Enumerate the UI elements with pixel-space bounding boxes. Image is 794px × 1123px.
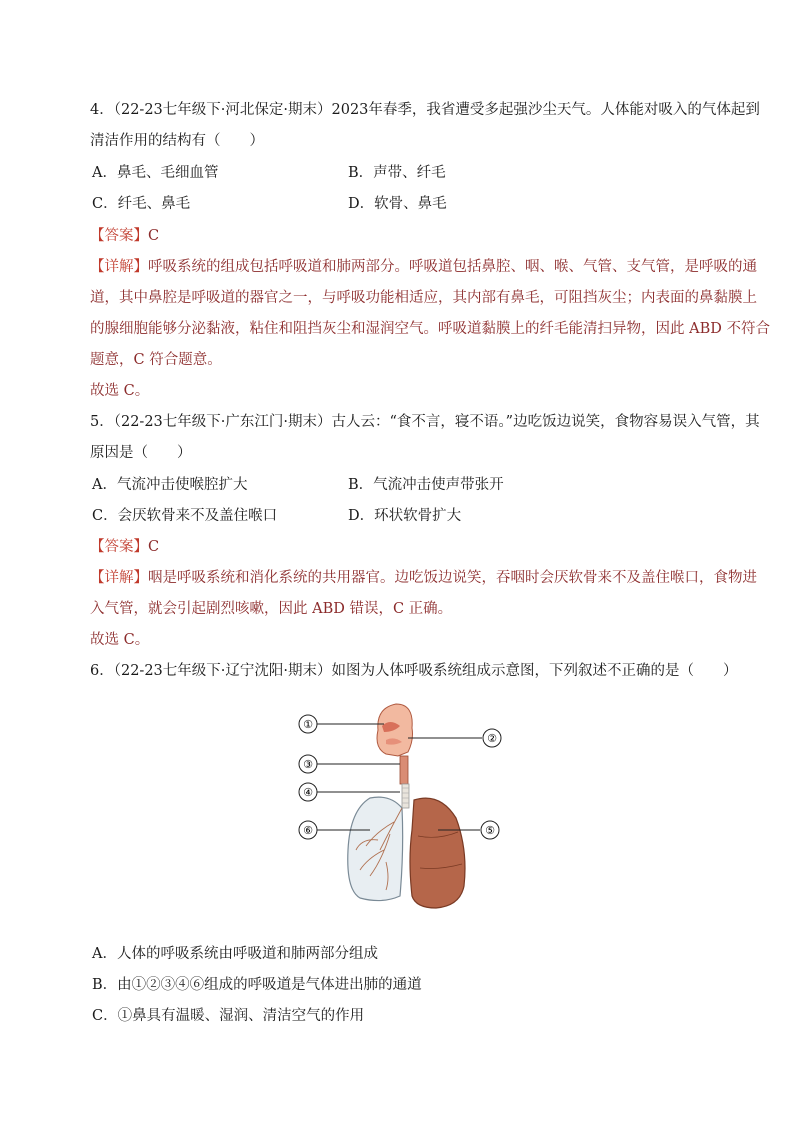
option-b-prefix: B．由 — [92, 977, 132, 993]
answer-label: 【答案】 — [90, 539, 148, 555]
figure-label-2-text: ② — [487, 732, 497, 745]
q6-option-a: A．人体的呼吸系统由呼吸道和肺两部分组成 — [92, 946, 378, 962]
answer-label: 【答案】 — [90, 228, 148, 244]
figure-label-3-text: ③ — [303, 758, 313, 771]
q5-option-a: A．气流冲击使喉腔扩大 — [92, 477, 248, 493]
q6-option-c — [92, 1006, 364, 1026]
q6-option-b — [92, 975, 422, 995]
right-lung-illustration — [410, 798, 465, 908]
option-b-num-3: ③ — [160, 977, 176, 993]
figure-label-6 — [299, 821, 317, 839]
head-illustration — [377, 704, 413, 756]
figure-label-2 — [483, 729, 501, 747]
option-b-num-4: ④ — [175, 977, 190, 993]
q4-conclusion: 故选 C。 — [90, 383, 150, 399]
q5-option-d: D．环状软骨扩大 — [348, 508, 462, 524]
q6-stem: 6．（22-23七年级下·辽宁沈阳·期末）如图为人体呼吸系统组成示意图，下列叙述不正确的是（ ） — [90, 663, 738, 679]
q4-option-d: D．软骨、鼻毛 — [348, 196, 447, 212]
q4-detail-line3: 的腺细胞能够分泌黏液，粘住和阻挡灰尘和湿润空气。呼吸道黏膜上的纤毛能清扫异物，因此 ABD 不符合 — [90, 321, 770, 337]
option-c-prefix: C． — [92, 1008, 118, 1024]
figure-label-5-text: ⑤ — [485, 824, 495, 837]
q5-option-b: B．气流冲击使声带张开 — [348, 477, 504, 493]
q4-detail-line2: 道，其中鼻腔是呼吸道的器官之一，与呼吸功能相适应，其内部有鼻毛，可阻挡灰尘；内表面的鼻黏膜上 — [90, 290, 757, 306]
q4-detail-line1 — [90, 257, 757, 277]
option-c-suffix: 鼻具有温暖、湿润、清洁空气的作用 — [132, 1008, 365, 1024]
q4-detail-line4: 题意，C 符合题意。 — [90, 352, 222, 368]
answer-value: C — [148, 539, 160, 555]
figure-label-1 — [299, 715, 317, 733]
detail-text: 咽是呼吸系统和消化系统的共用器官。边吃饭边说笑，吞咽时会厌软骨来不及盖住喉口，食物进 — [148, 570, 757, 586]
q5-stem-line2: 原因是（ ） — [90, 445, 192, 461]
detail-label: 【详解】 — [90, 570, 148, 586]
figure-label-3 — [299, 755, 317, 773]
figure-label-1-text: ① — [303, 718, 313, 731]
figure-label-4 — [299, 783, 317, 801]
option-c-num-1: ① — [117, 1008, 133, 1024]
figure-label-5 — [481, 821, 499, 839]
answer-value: C — [148, 228, 160, 244]
q4-option-c: C．纤毛、鼻毛 — [92, 196, 191, 212]
figure-label-4-text: ④ — [303, 786, 313, 799]
q5-option-c: C．会厌软骨来不及盖住喉口 — [92, 508, 278, 524]
detail-text: 呼吸系统的组成包括呼吸道和肺两部分。呼吸道包括鼻腔、咽、喉、气管、支气管，是呼吸的通 — [148, 259, 757, 275]
figure-label-6-text: ⑥ — [303, 824, 313, 837]
detail-label: 【详解】 — [90, 259, 148, 275]
q5-conclusion: 故选 C。 — [90, 632, 150, 648]
option-b-suffix: 组成的呼吸道是气体进出肺的通道 — [204, 977, 422, 993]
q5-detail-line1 — [90, 568, 757, 588]
option-b-num-1: ① — [131, 977, 147, 993]
respiratory-system-diagram — [290, 700, 510, 920]
left-lung-illustration — [348, 797, 403, 900]
option-b-num-6: ⑥ — [189, 977, 205, 993]
q5-detail-line2: 入气管，就会引起剧烈咳嗽，因此 ABD 错误，C 正确。 — [90, 601, 453, 617]
q5-answer — [90, 537, 159, 557]
q4-answer — [90, 226, 159, 246]
q4-stem-line1: 4．（22-23七年级下·河北保定·期末）2023年春季，我省遭受多起强沙尘天气。人体能对吸入的气体起到 — [90, 102, 760, 118]
q4-stem-line2: 清洁作用的结构有（ ） — [90, 133, 264, 149]
q5-stem-line1: 5．（22-23七年级下·广东江门·期末）古人云：“食不言，寝不语。”边吃饭边说笑，食物容易误入气管，其 — [90, 414, 760, 430]
option-b-num-2: ② — [146, 977, 161, 993]
q4-option-a: A．鼻毛、毛细血管 — [92, 165, 219, 181]
trachea-illustration — [400, 756, 409, 808]
q4-option-b: B．声带、纤毛 — [348, 165, 446, 181]
